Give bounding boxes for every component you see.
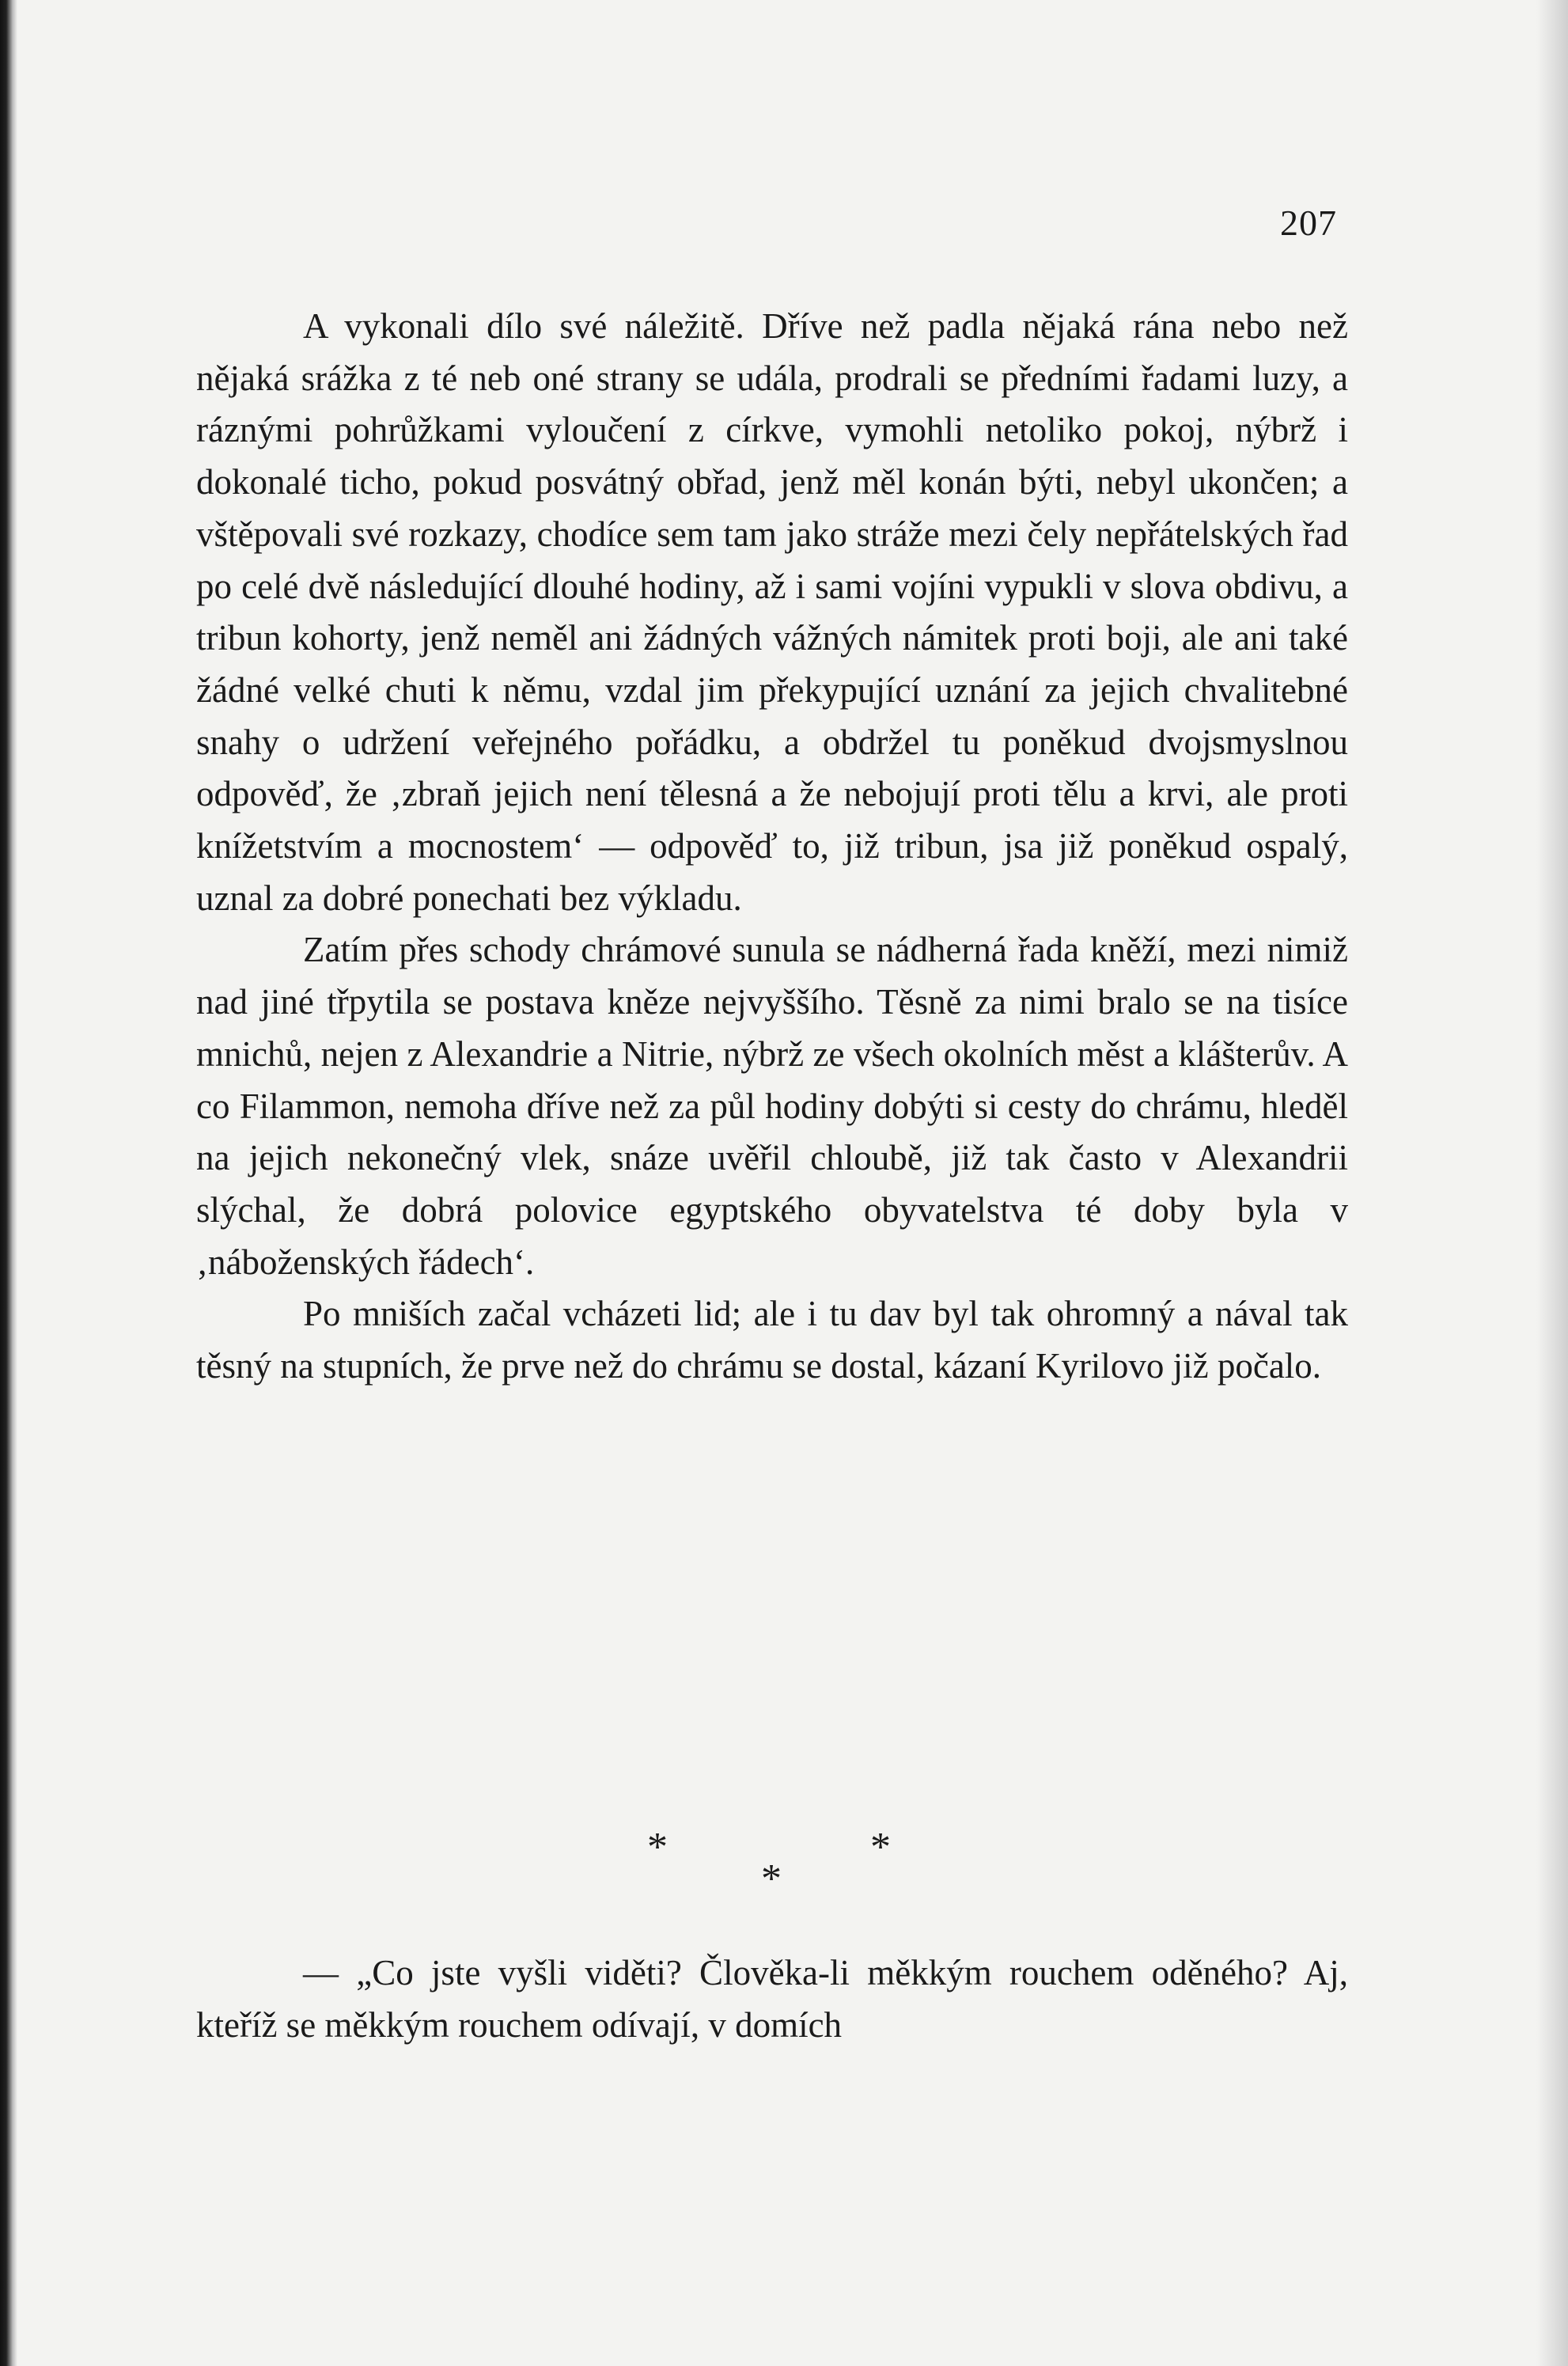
body-text: [196, 301, 1348, 1393]
closing-text: [196, 1947, 1348, 2051]
separator-star: *: [870, 1825, 891, 1870]
separator-star: *: [761, 1856, 782, 1902]
paragraph-3: Po mniších začal vcházeti lid; ale i tu dav byl tak ohromný a nával tak těsný na stupních, že prve než do chrámu se dostal, kázaní Kyrilovo již počalo.: [196, 1294, 1348, 1386]
section-separator: [633, 1824, 949, 1903]
page-edge: [1536, 0, 1568, 2366]
binding-edge: [0, 0, 17, 2366]
paragraph-1: A vykonali dílo své náležitě. Dříve než padla nějaká rána nebo než nějaká srážka z té neb oné strany se udála, prodrali se předními řadami luzy, a ráznými pohrůžkami vyloučení z církve, vymohli netoliko pokoj, nýbrž i dokonalé ticho, pokud posvátný obřad, jenž měl konán býti, nebyl ukončen; a vštěpovali své rozkazy, chodíce sem tam jako stráže mezi čely nepřátelských řad po celé dvě následující dlouhé hodiny, až i sami vojíni vypukli v slova obdivu, a tribun kohorty, jenž neměl ani žádných vážných námitek proti boji, ale ani také žádné velké chuti k němu, vzdal jim překypující uznání za jejich chvalitebné snahy o udržení veřejného pořádku, a obdržel tu poněkud dvojsmyslnou odpověď, že ‚zbraň jejich není tělesná a že nebojují proti tělu a krvi, ale proti knížetstvím a mocnostem‘ — odpověď to, již tribun, jsa již poněkud ospalý, uznal za dobré ponechati bez výkladu.: [196, 306, 1348, 918]
closing-paragraph: — „Co jste vyšli viděti? Člověka-li měkkým rouchem oděného? Aj, kteříž se měkkým rouchem odívají, v domích: [196, 1953, 1348, 2045]
page-number: 207: [1280, 203, 1337, 243]
separator-star: *: [647, 1825, 668, 1870]
paragraph-2: Zatím přes schody chrámové sunula se nádherná řada kněží, mezi nimiž nad jiné třpytila se postava kněze nejvyššího. Těsně za nimi bralo se na tisíce mnichů, nejen z Alexandrie a Nitrie, nýbrž ze všech okolních měst a klášterův. A co Filammon, nemoha dříve než za půl hodiny dobýti si cesty do chrámu, hleděl na jejich nekonečný vlek, snáze uvěřil chloubě, již tak často v Alexandrii slýchal, že dobrá polovice egyptského obyvatelstva té doby byla v ‚náboženských řádech‘.: [196, 930, 1348, 1282]
